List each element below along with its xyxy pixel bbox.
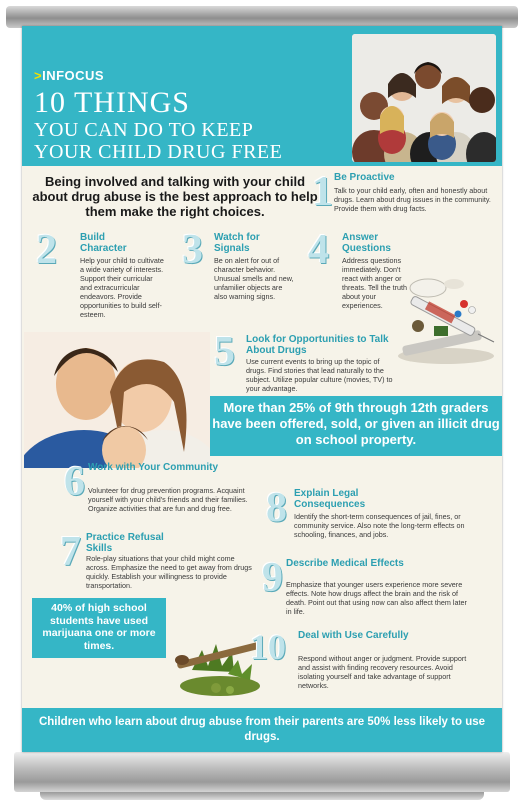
item-10-number: 10 <box>250 627 286 667</box>
item-6-body: Volunteer for drug prevention programs. Acquaint yourself with your child's friends and their families. Organize activities that are fun and drug free. <box>88 486 248 513</box>
family-photo <box>24 332 210 468</box>
item-3-title: Watch for Signals <box>214 232 260 254</box>
item-3-number: 3 <box>182 227 203 273</box>
item-7-body: Role-play situations that your child might come across. Emphasize the need to get away from drugs quickly. Establish your willingness to provide transportation. <box>86 554 252 590</box>
item-4-title: Answer Questions <box>342 232 391 254</box>
item-10-title: Deal with Use Carefully <box>298 630 409 641</box>
intro-statement: Being involved and talking with your child about drug abuse is the best approach to help them make the right choices. <box>32 174 318 219</box>
title-sub-line-2: YOUR CHILD DRUG FREE <box>34 141 283 163</box>
banner-stand-base <box>14 752 510 792</box>
teens-group-photo <box>352 34 496 162</box>
item-1-number: 1 <box>312 169 333 215</box>
poster <box>22 26 502 752</box>
brand-logo: >INFOCUS <box>34 68 105 83</box>
item-4-body: Address questions immediately. Don't react with anger or threats. Tell the truth about your experiences. <box>342 256 407 310</box>
item-2-number: 2 <box>36 227 57 273</box>
footer-statistic: Children who learn about drug abuse from their parents are 50% less likely to use drugs. <box>22 708 502 752</box>
title-sub-line-1: YOU CAN DO TO KEEP <box>34 119 254 141</box>
item-8-title: Explain Legal Consequences <box>294 488 366 510</box>
item-7-number: 7 <box>60 529 81 575</box>
drugs-syringe-illustration <box>394 264 498 370</box>
item-3-body: Be on alert for out of character behavior. Unusual smells and new, unfamilier objects are also warning signs. <box>214 256 294 301</box>
item-2-title: Build Character <box>80 232 127 254</box>
title-main: 10 THINGS <box>34 86 190 119</box>
item-7-title: Practice Refusal Skills <box>86 532 164 554</box>
stat-school-property: More than 25% of 9th through 12th graders have been offered, sold, or given an illicit drug on school property. <box>210 396 502 456</box>
item-6-title: Work with Your Community <box>88 462 219 473</box>
banner-stand-foot <box>40 792 484 800</box>
stat-marijuana: 40% of high school students have used marijuana one or more times. <box>32 598 166 658</box>
item-9-number: 9 <box>262 555 283 601</box>
item-9-title: Describe Medical Effects <box>286 558 404 569</box>
item-1-body: Talk to your child early, often and honestly about drugs. Learn about drug issues in the community. Provide them with drug facts. <box>334 186 491 213</box>
item-4-number: 4 <box>308 227 329 273</box>
item-9-body: Emphasize that younger users experience more severe effects. Note how drugs affect the brain and the risk of death. Point out that using now can also affect them later in life. <box>286 580 467 616</box>
item-5-number: 5 <box>214 329 235 375</box>
item-8-body: Identify the short-term consequences of jail, fines, or community service. Also note the long-term effects on schooling, finances, and jobs. <box>294 512 465 539</box>
item-2-body: Help your child to cultivate a wide variety of interests. Support their curricular and extracurricular endeavors. Provide opportunities to build self-esteem. <box>80 256 164 319</box>
item-10-body: Respond without anger or judgment. Provide support and assist with finding recovery resources. Avoid isolating yourself and take advantage of support networks. <box>298 654 467 690</box>
item-1-title: Be Proactive <box>334 172 395 183</box>
banner-stand-top-rail <box>6 6 518 28</box>
item-6-number: 6 <box>64 459 85 505</box>
item-8-number: 8 <box>266 485 287 531</box>
item-5-title: Look for Opportunities to Talk About Drugs <box>246 334 389 356</box>
item-5-body: Use current events to bring up the topic of drugs. Find stories that lead naturally to the subject. Utilize popular culture (movies, TV) to your advantage. <box>246 357 393 393</box>
title-sub <box>34 119 282 163</box>
